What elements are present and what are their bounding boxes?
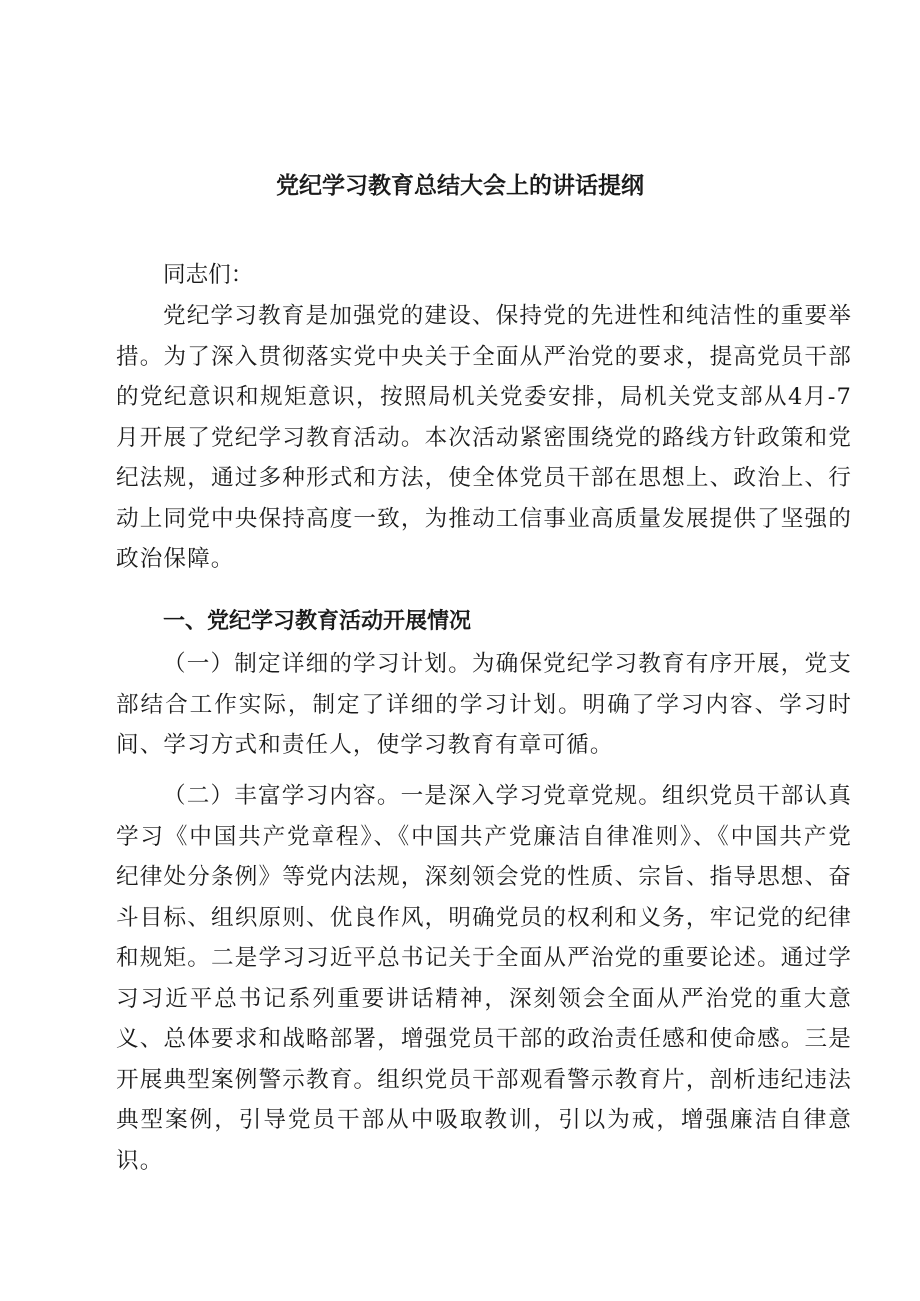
paragraph-1-2: （二）丰富学习内容。一是深入学习党章党规。组织党员干部认真学习《中国共产党章程》、《中国共产党廉洁自律准则》、《中国共产党纪律处分条例》等党内法规，深刻领会党的性质、宗旨、指导思想、奋斗目标、组织原则、优良作风，明确党员的权利和义务，牢记党的纪律和规矩。二是学习习近平总书记关于全面从严治党的重要论述。通过学习习近平总书记系列重要讲话精神，深刻领会全面从严治党的重大意义、总体要求和战略部署，增强党员干部的政治责任感和使命感。三是开展典型案例警示教育。组织党员干部观看警示教育片，剖析违纪违法典型案例，引导党员干部从中吸取教训，引以为戒，增强廉洁自律意识。 [116, 783, 852, 1174]
section-heading-1: 一、党纪学习教育活动开展情况 [163, 609, 472, 634]
document-title: 党纪学习教育总结大会上的讲话提纲 [276, 173, 644, 199]
greeting: 同志们： [163, 262, 254, 288]
paragraph-1-1: （一）制定详细的学习计划。为确保党纪学习教育有序开展，党支部结合工作实际，制定了详细的学习计划。明确了学习内容、学习时间、学习方式和责任人，使学习教育有章可循。 [116, 651, 852, 758]
paragraph-intro: 党纪学习教育是加强党的建设、保持党的先进性和纯洁性的重要举措。为了深入贯彻落实党中央关于全面从严治党的要求，提高党员干部的党纪意识和规矩意识，按照局机关党委安排，局机关党支部从4月-7月开展了党纪学习教育活动。本次活动紧密围绕党的路线方针政策和党纪法规，通过多种形式和方法，使全体党员干部在思想上、政治上、行动上同党中央保持高度一致，为推动工信事业高质量发展提供了坚强的政治保障。 [116, 303, 852, 572]
